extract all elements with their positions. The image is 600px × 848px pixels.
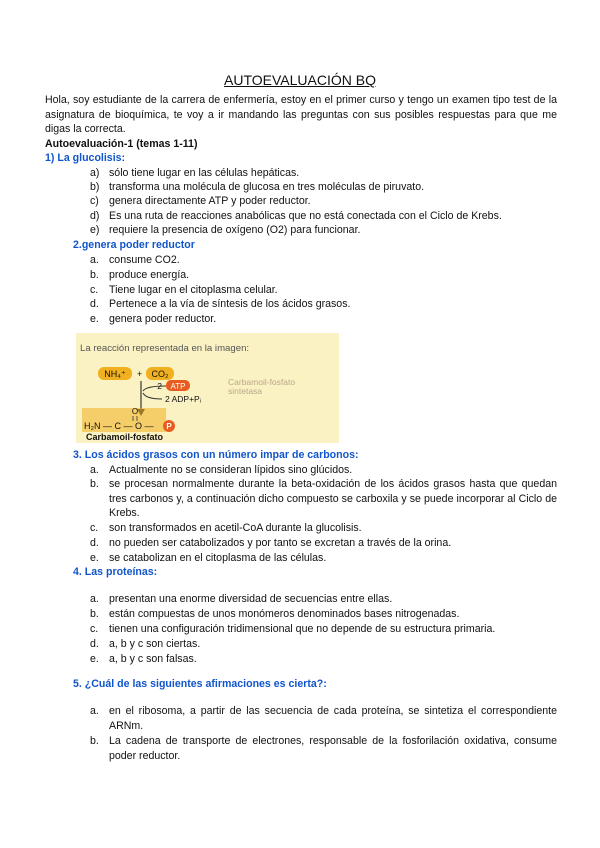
option-text: en el ribosoma, a partir de las secuencia de cada proteína, se sintetiza el correspondiente ARNm. (109, 705, 557, 732)
option-label: d. (90, 638, 99, 650)
option-text: están compuestas de unos monómeros denominados bases nitrogenadas. (109, 608, 460, 620)
enzyme-name-line1: Carbamoil-fosfato (228, 377, 296, 387)
option-label: d) (90, 210, 100, 222)
phosphate-label: P (166, 422, 172, 431)
page-title: AUTOEVALUACIÓN BQ (224, 72, 376, 88)
reaction-figure (76, 333, 339, 443)
question-4-title: 4. Las proteínas: (73, 566, 158, 578)
option-text: La cadena de transporte de electrones, responsable de la fosforilación oxidativa, consume poder reductor. (109, 735, 557, 762)
option-label: b. (90, 608, 99, 620)
atp-count: 2 (157, 381, 162, 391)
option-text: presentan una enorme diversidad de secuencias entre ellas. (109, 593, 393, 605)
option-label: e. (90, 313, 99, 325)
section-heading: Autoevaluación-1 (temas 1-11) (45, 138, 198, 150)
atp-input-arrow (143, 386, 166, 391)
option-label: c. (90, 623, 99, 635)
option-label: d. (90, 298, 99, 310)
option-text: produce energía. (109, 269, 190, 281)
co2-label: CO₂ (151, 369, 169, 379)
option-text: genera poder reductor. (109, 313, 217, 325)
question-5-title: 5. ¿Cuál de las siguientes afirmaciones es cierta?: (73, 678, 327, 690)
product-name: Carbamoil-fosfato (86, 432, 164, 442)
option-label: b) (90, 181, 100, 193)
option-label: a. (90, 254, 99, 266)
option-text: tienen una configuración tridimensional que no depende de su estructura primaria. (109, 623, 496, 635)
option-label: c) (90, 195, 99, 207)
enzyme-name-line2: sintetasa (228, 386, 263, 396)
product-formula: H₂N — C — O — (84, 421, 154, 431)
option-label: e. (90, 653, 99, 665)
option-label: a. (90, 464, 99, 476)
intro-paragraph: Hola, soy estudiante de la carrera de enfermería, estoy en el primer curso y tengo un examen tipo test de la asignatura de bioquímica, te voy a ir mandando las preguntas con sus posibles respuestas para que me digas la correcta. (45, 94, 557, 135)
atp-label: ATP (170, 382, 186, 391)
option-text: transforma una molécula de glucosa en tres moléculas de piruvato. (109, 181, 425, 193)
option-label: d. (90, 537, 99, 549)
option-text: consume CO2. (109, 254, 180, 266)
plus-sign: + (137, 369, 143, 379)
option-text: Tiene lugar en el citoplasma celular. (109, 284, 278, 296)
option-text: Actualmente no se consideran lípidos sino glúcidos. (109, 464, 353, 476)
option-text: son transformados en acetil-CoA durante la glucolisis. (109, 522, 362, 534)
option-text: a, b y c son ciertas. (109, 638, 201, 650)
question-1-title: 1) La glucolisis: (45, 152, 126, 164)
option-label: a. (90, 593, 99, 605)
option-text: Pertenece a la vía de síntesis de los ácidos grasos. (109, 298, 351, 310)
adp-output-arrow (143, 393, 162, 399)
reaction-diagram (76, 333, 339, 443)
option-label: b. (90, 269, 99, 281)
option-text: sólo tiene lugar en las células hepáticas. (109, 167, 300, 179)
nh4-label: NH₄⁺ (104, 369, 126, 379)
option-label: c. (90, 522, 99, 534)
option-text: se procesan normalmente durante la beta-oxidación de los ácidos grasos hasta que quedan tres carbonos y, a continuación dicho compuesto se carboxila y se puede incorporar al Ciclo de Krebs. (109, 478, 557, 519)
option-label: e) (90, 224, 100, 236)
carbonyl-oxygen-label: O (131, 407, 139, 416)
figure-caption: La reacción representada en la imagen: (80, 343, 250, 354)
option-label: c. (90, 284, 99, 296)
question-2-title: 2.genera poder reductor (73, 239, 195, 251)
option-text: Es una ruta de reacciones anabólicas que no está conectada con el Ciclo de Krebs. (109, 210, 502, 222)
option-text: no pueden ser catabolizados y por tanto se excretan a través de la orina. (109, 537, 452, 549)
option-text: requiere la presencia de oxígeno (O2) para funcionar. (109, 224, 361, 236)
option-text: a, b y c son falsas. (109, 653, 197, 665)
option-text: genera directamente ATP y poder reductor. (109, 195, 311, 207)
option-label: e. (90, 552, 99, 564)
option-text: se catabolizan en el citoplasma de las células. (109, 552, 327, 564)
question-3-title: 3. Los ácidos grasos con un número impar de carbonos: (73, 449, 359, 461)
option-label: a. (90, 705, 99, 717)
option-label: b. (90, 735, 99, 747)
option-label: a) (90, 167, 100, 179)
option-label: b. (90, 478, 99, 490)
adp-label: 2 ADP+Pᵢ (165, 394, 202, 404)
